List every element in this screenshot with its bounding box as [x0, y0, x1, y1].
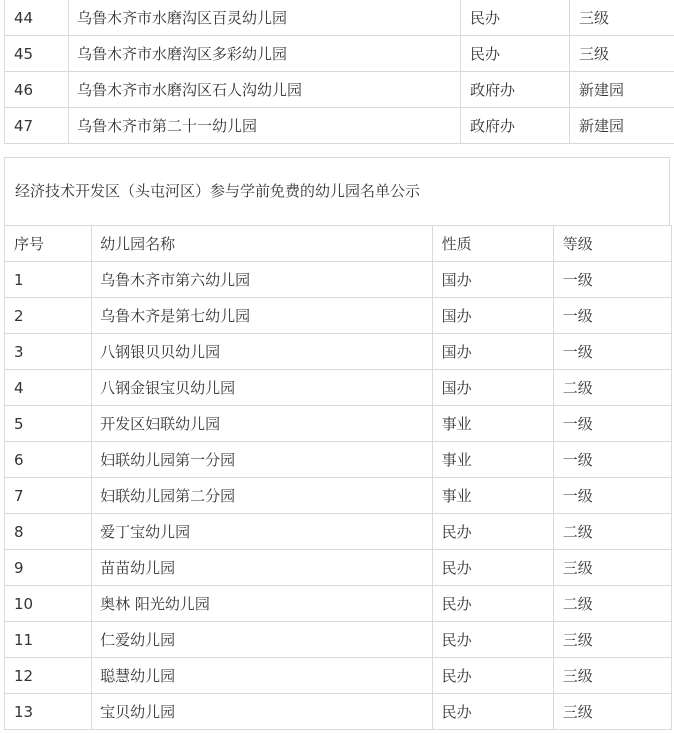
- table-row: [5, 406, 672, 442]
- cell-kindergarten-name: 妇联幼儿园第一分园: [92, 442, 433, 478]
- table-row: [5, 36, 674, 72]
- table-row: [5, 586, 672, 622]
- cell-number: 46: [5, 72, 69, 108]
- section-title: 经济技术开发区（头屯河区）参与学前免费的幼儿园名单公示: [15, 182, 421, 200]
- cell-nature: 事业: [432, 478, 553, 514]
- header-nature: 性质: [432, 226, 553, 262]
- cell-kindergarten-name: 乌鲁木齐市第二十一幼儿园: [69, 108, 461, 144]
- cell-level: 二级: [553, 514, 671, 550]
- cell-kindergarten-name: 宝贝幼儿园: [92, 694, 433, 730]
- cell-level: 三级: [570, 0, 674, 36]
- cell-kindergarten-name: 乌鲁木齐市水磨沟区石人沟幼儿园: [69, 72, 461, 108]
- cell-level: 一级: [553, 478, 671, 514]
- cell-kindergarten-name: 聪慧幼儿园: [92, 658, 433, 694]
- cell-nature: 民办: [432, 658, 553, 694]
- cell-kindergarten-name: 乌鲁木齐是第七幼儿园: [92, 298, 433, 334]
- cell-level: 新建园: [570, 108, 674, 144]
- cell-level: 新建园: [570, 72, 674, 108]
- cell-nature: 国办: [432, 262, 553, 298]
- header-number: 序号: [5, 226, 92, 262]
- table-row: [5, 550, 672, 586]
- cell-level: 二级: [553, 370, 671, 406]
- cell-kindergarten-name: 爱丁宝幼儿园: [92, 514, 433, 550]
- cell-level: 三级: [553, 550, 671, 586]
- cell-kindergarten-name: 妇联幼儿园第二分园: [92, 478, 433, 514]
- table-row: [5, 334, 672, 370]
- cell-nature: 民办: [461, 36, 570, 72]
- cell-number: 7: [5, 478, 92, 514]
- cell-number: 4: [5, 370, 92, 406]
- cell-level: 一级: [553, 406, 671, 442]
- cell-kindergarten-name: 乌鲁木齐市第六幼儿园: [92, 262, 433, 298]
- table-row: [5, 514, 672, 550]
- cell-kindergarten-name: 八钢银贝贝幼儿园: [92, 334, 433, 370]
- cell-number: 5: [5, 406, 92, 442]
- cell-kindergarten-name: 仁爱幼儿园: [92, 622, 433, 658]
- table-row: [5, 658, 672, 694]
- cell-level: 三级: [553, 694, 671, 730]
- cell-kindergarten-name: 开发区妇联幼儿园: [92, 406, 433, 442]
- cell-kindergarten-name: 乌鲁木齐市水磨沟区百灵幼儿园: [69, 0, 461, 36]
- header-kindergarten-name: 幼儿园名称: [92, 226, 433, 262]
- cell-number: 10: [5, 586, 92, 622]
- kindergarten-list-table: [4, 225, 672, 730]
- cell-number: 9: [5, 550, 92, 586]
- cell-number: 47: [5, 108, 69, 144]
- section-caption-box: [4, 157, 670, 225]
- cell-kindergarten-name: 八钢金银宝贝幼儿园: [92, 370, 433, 406]
- cell-number: 6: [5, 442, 92, 478]
- cell-number: 1: [5, 262, 92, 298]
- previous-district-table: [4, 0, 674, 144]
- cell-nature: 国办: [432, 334, 553, 370]
- table-row: [5, 0, 674, 36]
- table-row: [5, 370, 672, 406]
- cell-nature: 政府办: [461, 72, 570, 108]
- header-level: 等级: [553, 226, 671, 262]
- cell-level: 一级: [553, 334, 671, 370]
- table-row: [5, 478, 672, 514]
- cell-level: 一级: [553, 442, 671, 478]
- cell-level: 一级: [553, 262, 671, 298]
- cell-number: 11: [5, 622, 92, 658]
- cell-level: 三级: [553, 622, 671, 658]
- previous-district-table-body: [5, 0, 674, 144]
- cell-nature: 政府办: [461, 108, 570, 144]
- cell-nature: 事业: [432, 442, 553, 478]
- cell-nature: 国办: [432, 298, 553, 334]
- cell-number: 8: [5, 514, 92, 550]
- cell-nature: 事业: [432, 406, 553, 442]
- cell-nature: 民办: [432, 694, 553, 730]
- cell-kindergarten-name: 苗苗幼儿园: [92, 550, 433, 586]
- cell-level: 二级: [553, 586, 671, 622]
- table-header-row: [5, 226, 672, 262]
- table-row: [5, 298, 672, 334]
- table-row: [5, 262, 672, 298]
- cell-nature: 国办: [432, 370, 553, 406]
- cell-number: 2: [5, 298, 92, 334]
- cell-nature: 民办: [432, 622, 553, 658]
- table-row: [5, 694, 672, 730]
- cell-level: 一级: [553, 298, 671, 334]
- cell-number: 44: [5, 0, 69, 36]
- cell-nature: 民办: [461, 0, 570, 36]
- cell-level: 三级: [553, 658, 671, 694]
- cell-level: 三级: [570, 36, 674, 72]
- cell-nature: 民办: [432, 550, 553, 586]
- cell-nature: 民办: [432, 586, 553, 622]
- table-row: [5, 108, 674, 144]
- cell-kindergarten-name: 奥林 阳光幼儿园: [92, 586, 433, 622]
- cell-number: 12: [5, 658, 92, 694]
- cell-number: 3: [5, 334, 92, 370]
- kindergarten-list-table-body: [5, 226, 672, 730]
- cell-number: 45: [5, 36, 69, 72]
- table-row: [5, 72, 674, 108]
- cell-number: 13: [5, 694, 92, 730]
- table-row: [5, 442, 672, 478]
- cell-nature: 民办: [432, 514, 553, 550]
- cell-kindergarten-name: 乌鲁木齐市水磨沟区多彩幼儿园: [69, 36, 461, 72]
- table-row: [5, 622, 672, 658]
